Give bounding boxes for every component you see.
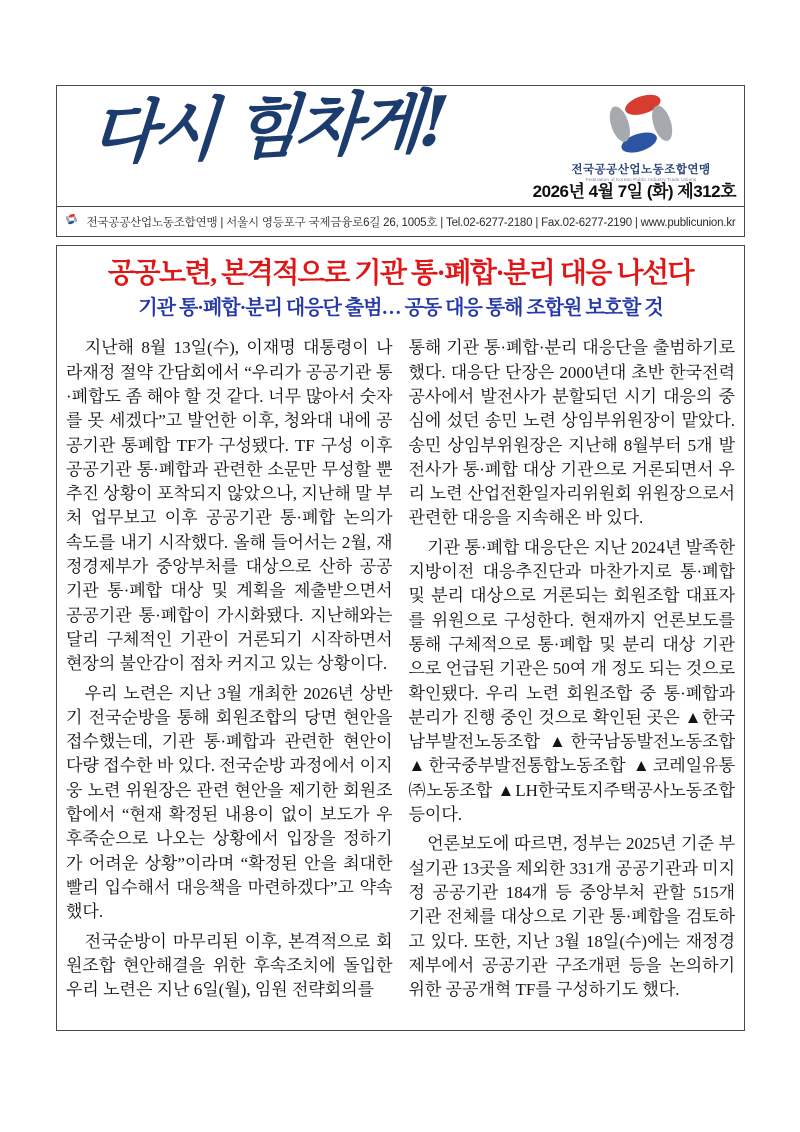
- article-headline: 공공노련, 본격적으로 기관 통·폐합·분리 대응 나선다: [107, 258, 694, 289]
- taegeuk-mini-icon: [65, 213, 78, 231]
- body-paragraph: 전국순방이 마무리된 이후, 본격적으로 회원조합 현안해결을 위한 후속조치에 돌입한 우리 노련은 지난 6일(월), 임원 전략회의를: [66, 931, 393, 1000]
- article-subheadline: 기관 통·폐합·분리 대응단 출범… 공동 대응 통해 조합원 보호할 것: [138, 297, 663, 320]
- contact-bar: [56, 206, 745, 237]
- issue-date: 2026년 4월 7일 (화) 제312호: [532, 182, 736, 201]
- newsletter-sheet: [56, 81, 745, 1031]
- masthead-calligraphy-title: 다시 힘차게!: [88, 81, 448, 175]
- article-box: [56, 245, 745, 1031]
- article-column-left: [66, 336, 393, 1007]
- federation-logo-block: [556, 92, 726, 182]
- body-paragraph: 우리 노련은 지난 3월 개최한 2026년 상반기 전국순방을 통해 회원조합의 당면 현안을 접수했는데, 기관 통·폐합과 관련한 현안이 다량 접수한 바 있다. 전국순방 과정에서 이지웅 노련 위원장은 관련 현안을 제기한 회원조합에서 “현재 확정된 내용이 없이 보도가 우후죽순으로 나오는 상황에서 입장을 정하기가 어려운 상황”이라며 “확정된 안을 최대한 빨리 입수해서 대응책을 마련하겠다”고 약속했다.: [66, 683, 393, 922]
- org-name: 전국공공산업노동조합연맹: [571, 164, 711, 176]
- masthead: [56, 81, 745, 207]
- article-columns: [66, 336, 735, 1007]
- body-paragraph: 지난해 8월 13일(수), 이재명 대통령이 나라재정 절약 간담회에서 “우리가 공공기관 통·폐합도 좀 해야 할 것 같다. 너무 많아서 숫자를 못 세겠다”고 발언한 이후, 청와대 내에 공공기관 통폐합 TF가 구성됐다. TF 구성 이후 공공기관 통·폐합과 관련한 소문만 무성할 뿐 추진 상황이 포착되지 않았으나, 지난해 말 부처 업무보고 이후 공공기관 통·폐합 논의가 속도를 내기 시작했다. 올해 들어서는 2월, 재정경제부가 중앙부처를 대상으로 산하 공공기관 통·폐합 대상 및 계획을 제출받으면서 공공기관 통·폐합이 가시화됐다. 지난해와는 달리 구체적인 기관이 거론되기 시작하면서 현장의 불안감이 점차 커지고 있는 상황이다.: [66, 338, 393, 674]
- body-paragraph: 언론보도에 따르면, 정부는 2025년 기준 부설기관 13곳을 제외한 331개 공공기관과 미지정 공공기관 184개 등 중앙부처 관할 515개 기관 전체를 대상으로 기관 통·폐합을 검토하고 있다. 또한, 지난 3월 18일(수)에는 재정경제부에서 공공기관 구조개편 등을 논의하기 위한 공공개혁 TF를 구성하기도 했다.: [408, 834, 736, 1000]
- body-paragraph: 통해 기관 통·폐합·분리 대응단을 출범하기로 했다. 대응단 단장은 2000년대 초반 한국전력공사에서 발전사가 분할되던 시기 대응의 중심에 섰던 송민 노련 상임부위원장이 맡았다. 송민 상임부위원장은 지난해 8월부터 5개 발전사가 통·폐합 대상 기관으로 거론되면서 우리 노련 산업전환일자리위원회 위원장으로서 관련한 대응을 지속해온 바 있다.: [408, 338, 735, 528]
- article-column-right: [409, 336, 736, 1007]
- body-paragraph: 기관 통·폐합 대응단은 지난 2024년 발족한 지방이전 대응추진단과 마찬가지로 통·폐합 및 분리 대상으로 거론되는 회원조합 대표자를 위원으로 구성한다. 현재까지 언론보도를 통해 구체적으로 통·폐합 및 분리 대상 기관으로 언급된 기관은 50여 개 정도 되는 것으로 확인됐다. 우리 노련 회원조합 중 통·폐합과 분리가 진행 중인 것으로 확인된 곳은 ▲한국남부발전노동조합 ▲한국남동발전노동조합 ▲한국중부발전통합노동조합 ▲코레일유통㈜노동조합 ▲LH한국토지주택공사노동조합 등이다.: [408, 537, 735, 825]
- contact-info-text: 전국공공산업노동조합연맹 | 서울시 영등포구 국제금융로6길 26, 1005호 | Tel.02-6277-2180 | Fax.02-6277-2190 | www.publicunion.kr: [86, 216, 736, 229]
- org-name-english: Federation of Korean Public Industry Trade Unions: [585, 177, 697, 182]
- federation-pinwheel-logo-icon: [556, 92, 726, 160]
